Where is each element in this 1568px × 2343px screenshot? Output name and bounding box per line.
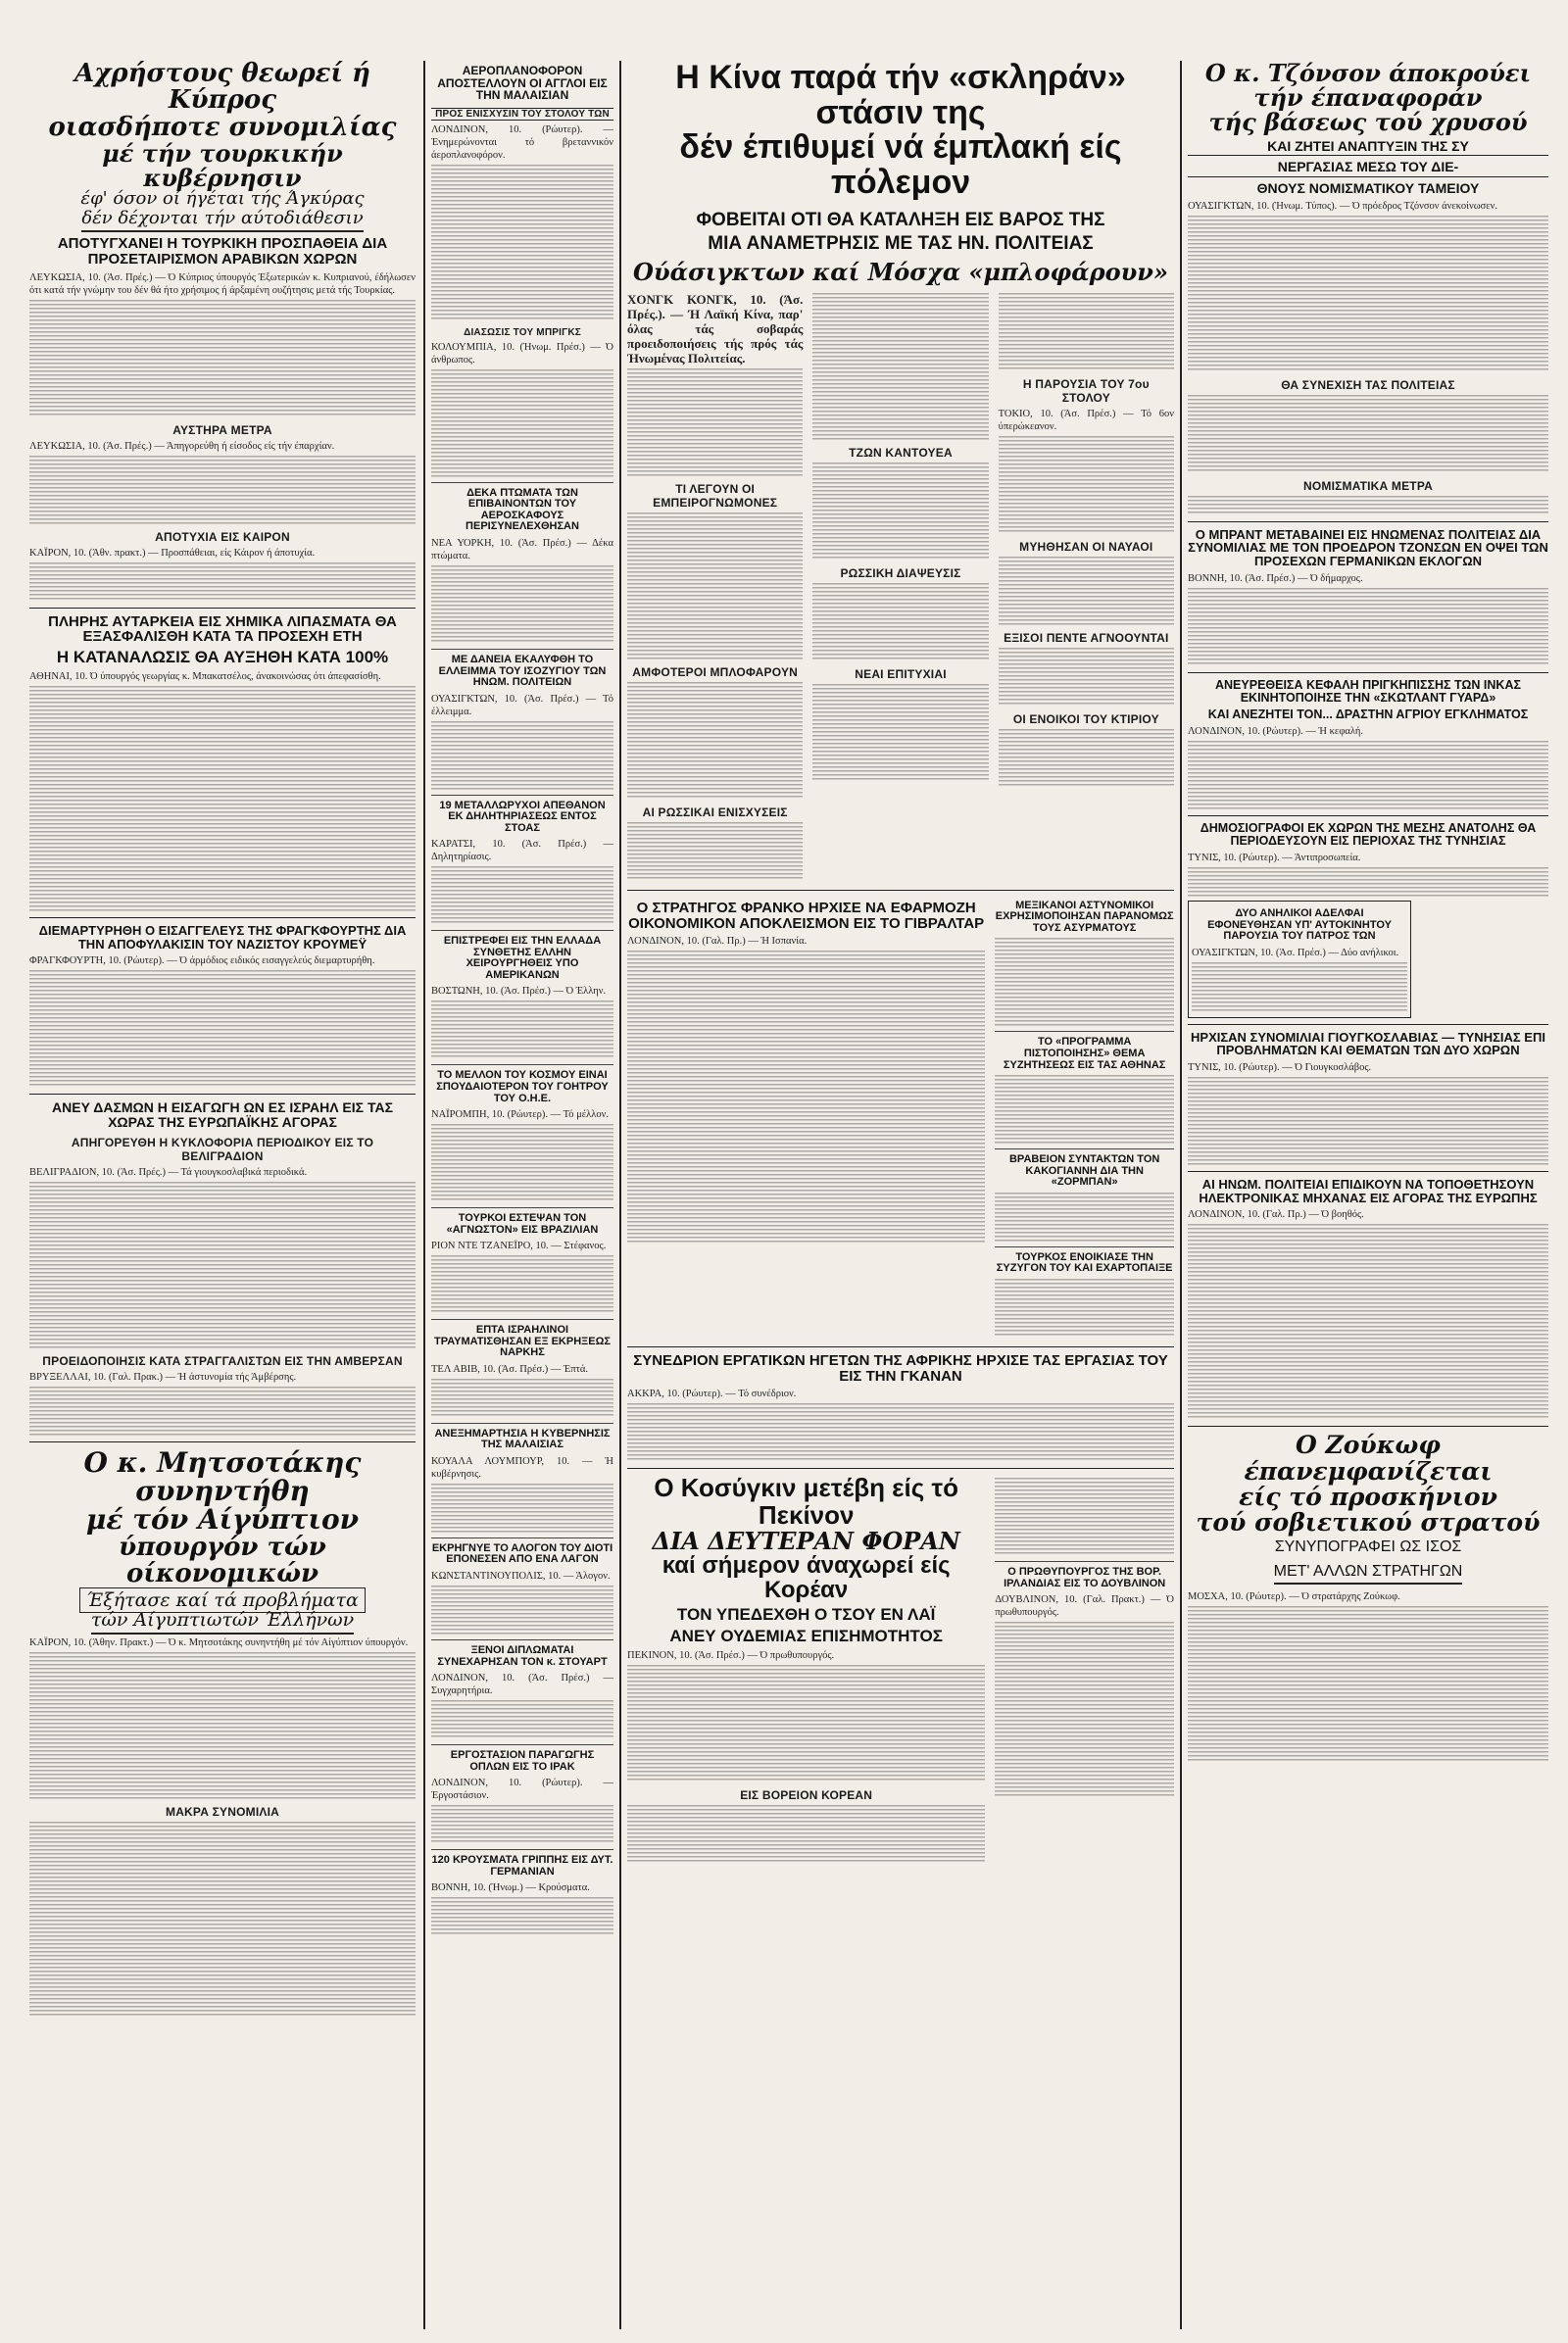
headline-johnson-sub1: ΚΑΙ ΖΗΤΕΙ ΑΝΑΠΤΥΞΙΝ ΤΗΣ ΣΥ — [1188, 139, 1548, 157]
headline-cyprus-line4: έφ' όσον οί ήγέται τής Άγκύρας — [80, 188, 365, 210]
headline-zhukov-sub1: ΣΥΝΥΠΟΓΡΑΦΕΙ ΩΣ ΙΣΟΣ — [1274, 1538, 1462, 1556]
headline-horse: ΕΚΡΗΓΝΥΕ ΤΟ ΑΛΟΓΟΝ ΤΟΥ ΔΙΟΤΙ ΕΠΟΝΕΣΕΝ ΑΠΟ ΕΝΑ ΛΑΓΟΝ — [431, 1541, 613, 1566]
section-subhead: ΜΑΚΡΑ ΣΥΝΟΜΙΛΙΑ — [166, 1805, 279, 1820]
article-text: ΑΘΗΝΑΙ, 10. Ό ύπουργός γεωργίας κ. Μπακατσέλος, άνακοινώσας ότι άπεφασίσθη. — [29, 670, 381, 682]
section-subhead: ΑΠΟΤΥΧΙΑ ΕΙΣ ΚΑΙΡΟΝ — [155, 529, 290, 544]
section-subhead: ΟΙ ΕΝΟΙΚΟΙ ΤΟΥ ΚΤΙΡΙΟΥ — [1012, 711, 1159, 726]
headline-cyprus-line3: μέ τήν τουρκικήν κυβέρνησιν — [102, 138, 343, 193]
headline-zhukov-sub2: ΜΕΤ' ΑΛΛΩΝ ΣΤΡΑΤΗΓΩΝ — [1274, 1564, 1463, 1585]
article-body — [29, 456, 416, 524]
article-text: ΚΟΥΑΛΑ ΛΟΥΜΠΟΥΡ, 10. — Ή κυβέρνησις. — [431, 1455, 613, 1480]
headline-ten-bodies: ΔΕΚΑ ΠΤΩΜΑΤΑ ΤΩΝ ΕΠΙΒΑΙΝΟΝΤΩΝ ΤΟΥ ΑΕΡΟΣΚΑΦΟΥΣ ΠΕΡΙΣΥΝΕΛΕΧΘΗΣΑΝ — [466, 486, 579, 533]
column-rule — [619, 61, 621, 2329]
column-2 — [431, 61, 613, 2329]
article-text: ΦΡΑΓΚΦΟΥΡΤΗ, 10. (Ρώυτερ). — Ό άρμόδιος ειδικός εισαγγελεύς διεμαρτυρήθη. — [29, 955, 375, 967]
article-body — [431, 1700, 613, 1739]
article-text: ΟΥΑΣΙΓΚΤΩΝ, 10. (Άσ. Πρέσ.) — Δύο ανήλικοι. — [1192, 947, 1399, 958]
headline-israel-imports: ΑΝΕΥ ΔΑΣΜΩΝ Η ΕΙΣΑΓΩΓΗ ΩΝ ΕΣ ΙΣΡΑΗΛ ΕΙΣ ΤΑΣ ΧΩΡΑΣ ΤΗΣ ΕΥΡΩΠΑΪΚΗΣ ΑΓΟΡΑΣ — [52, 1099, 393, 1130]
headline-electronic-machines: ΑΙ ΗΝΩΜ. ΠΟΛΙΤΕΙΑΙ ΕΠΙΔΙΚΟΥΝ ΝΑ ΤΟΠΟΘΕΤΗΣΟΥΝ ΗΛΕΚΤΡΟΝΙΚΑΣ ΜΗΧΑΝΑΣ ΕΙΣ ΑΓΟΡΑΣ ΤΗΣ ΕΥΡΩΠΗΣ — [1199, 1177, 1538, 1205]
article-body — [29, 1822, 416, 2018]
headline-china-sub2: ΜΙΑ ΑΝΑΜΕΤΡΗΣΙΣ ΜΕ ΤΑΣ ΗΝ. ΠΟΛΙΤΕΙΑΣ — [708, 232, 1094, 254]
headline-china-line1: Η Κίνα παρά τήν «σκληράν» στάσιν της — [675, 61, 1126, 131]
headline-inca-head-2: ΚΑΙ ΑΝΕΖΗΤΕΙ ΤΟΝ... ΔΡΑΣΤΗΝ ΑΓΡΙΟΥ ΕΓΚΛΗΜΑΤΟΣ — [1207, 707, 1529, 721]
article-text: ΚΑΪΡΟΝ, 10. (Άθν. πρακτ.) — Προσπάθειαι, είς Κάιρον ή άποτυχία. — [29, 547, 316, 559]
article-text: ΜΟΣΧΑ, 10. (Ρώυτερ). — Ό στρατάρχης Ζούκωφ. — [1188, 1590, 1400, 1602]
article-body — [29, 970, 416, 1088]
article-text: ΠΕΚΙΝΟΝ, 10. (Άσ. Πρέσ.) — Ό πρωθυπουργός. — [627, 1650, 835, 1662]
article-text: ΛΟΝΔΙΝΟΝ, 10. (Γαλ. Πρ.) — Ή Ισπανία. — [627, 936, 808, 948]
article-text: ΛΟΝΔΙΝΟΝ, 10. (Άσ. Πρέσ.) — Συγχαρητήρια. — [431, 1673, 613, 1697]
headline-iraq-arms: ΕΡΓΟΣΤΑΣΙΟΝ ΠΑΡΑΓΩΓΗΣ ΟΠΛΩΝ ΕΙΣ ΤΟ ΙΡΑΚ — [450, 1749, 595, 1773]
headline-kosygin-sub1: ΤΟΝ ΥΠΕΔΕΧΘΗ Ο ΤΣΟΥ ΕΝ ΛΑΪ — [676, 1605, 936, 1625]
article-text: ΟΥΑΣΙΓΚΤΩΝ, 10. (Άσ. Πρέσ.) — Τό έλλειμμα. — [431, 693, 613, 717]
article-body — [431, 1897, 613, 1936]
headline-cyprus-line1: Αχρήστους θεωρεί ή Κύπρος — [74, 61, 370, 116]
article-text: ΒΟΝΝΗ, 10. (Ήνωμ.) — Κρούσματα. — [431, 1882, 590, 1894]
headline-north-ireland: Ο ΠΡΩΘΥΠΟΥΡΓΟΣ ΤΗΣ ΒΟΡ. ΙΡΛΑΝΔΙΑΣ ΕΙΣ ΤΟ ΔΟΥΒΛΙΝΟΝ — [1004, 1566, 1166, 1589]
headline-fertilizers: ΠΛΗΡΗΣ ΑΥΤΑΡΚΕΙΑ ΕΙΣ ΧΗΜΙΚΑ ΛΙΠΑΣΜΑΤΑ ΘΑ ΕΞΑΣΦΑΛΙΣΘΗ ΚΑΤΑ ΤΑ ΠΡΟΣΕΧΗ ΕΤΗ — [48, 612, 397, 646]
headline-african-unions: ΣΥΝΕΔΡΙΟΝ ΕΡΓΑΤΙΚΩΝ ΗΓΕΤΩΝ ΤΗΣ ΑΦΡΙΚΗΣ ΗΡΧΙΣΕ ΤΑΣ ΕΡΓΑΣΙΑΣ ΤΟΥ ΕΙΣ ΤΗΝ ΓΚΑΝΑΝ — [633, 1351, 1168, 1385]
headline-kosygin-line2: ΔΙΑ ΔΕΥΤΕΡΑΝ ΦΟΡΑΝ — [652, 1526, 960, 1555]
center-subcolumn-2 — [812, 290, 988, 884]
article-text: ΤΕΛ ΑΒΙΒ, 10. (Άσ. Πρέσ.) — Έπτά. — [431, 1363, 588, 1375]
headline-china-sub1: ΦΟΒΕΙΤΑΙ ΟΤΙ ΘΑ ΚΑΤΑΛΗΞΗ ΕΙΣ ΒΑΡΟΣ ΤΗΣ — [696, 209, 1105, 230]
ireland-story — [995, 1475, 1174, 1867]
section-subhead: ΤΖΩΝ ΚΑΝΤΟΥΕΑ — [849, 445, 953, 460]
article-body — [431, 1586, 613, 1635]
headline-mitsotakis-line1: Ο κ. Μητσοτάκης συνηντήθη — [83, 1445, 362, 1507]
franco-story — [627, 897, 985, 1341]
section-subhead: ΑΠΗΓΟΡΕΥΘΗ Η ΚΥΚΛΟΦΟΡΙΑ ΠΕΡΙΟΔΙΚΟΥ ΕΙΣ ΤΟ ΒΕΛΙΓΡΑΔΙΟΝ — [71, 1135, 374, 1163]
column-1 — [29, 61, 416, 2329]
headline-johnson-sub2: ΝΕΡΓΑΣΙΑΣ ΜΕΣΩ ΤΟΥ ΔΙΕ- — [1188, 160, 1548, 177]
headline-kazantzakis: ΒΡΑΒΕΙΟΝ ΣΥΝΤΑΚΤΩΝ ΤΟΝ ΚΑΚΟΓΙΑΝΝΗ ΔΙΑ ΤΗΝ «ΖΟΡΜΠΑΝ» — [1008, 1153, 1160, 1189]
section-subhead: ΜΥΗΘΗΣΑΝ ΟΙ ΝΑΥΑΟΙ — [1019, 539, 1153, 554]
headline-frankfurt: ΔΙΕΜΑΡΤΥΡΗΘΗ Ο ΕΙΣΑΓΓΕΛΕΥΣ ΤΗΣ ΦΡΑΓΚΦΟΥΡΤΗΣ ΔΙΑ ΤΗΝ ΑΠΟΦΥΛΑΚΙΣΙΝ ΤΟΥ ΝΑΖΙΣΤΟΥ ΚΡΟΥΜΕΫ — [38, 922, 407, 952]
headline-accreditation: ΤΟ «ΠΡΟΓΡΑΜΜΑ ΠΙΣΤΟΠΟΙΗΣΗΣ» ΘΕΜΑ ΣΥΖΗΤΗΣΕΩΣ ΕΙΣ ΤΑΣ ΑΘΗΝΑΣ — [1003, 1036, 1166, 1071]
section-subhead: ΕΙΣ ΒΟΡΕΙΟΝ ΚΟΡΕΑΝ — [740, 1788, 873, 1803]
article-body — [431, 565, 613, 644]
article-text: ΔΟΥΒΛΙΝΟΝ, 10. (Γαλ. Πρακτ.) — Ό πρωθυπουργός. — [995, 1594, 1174, 1619]
section-subhead: ΑΥΣΤΗΡΑ ΜΕΤΡΑ — [172, 422, 272, 437]
article-text: ΒΡΥΞΕΛΛΑΙ, 10. (Γαλ. Πρακ.) — Ή άστυνομία τής Άμβέρσης. — [29, 1371, 297, 1383]
headline-israelis-injured: ΕΠΤΑ ΙΣΡΑΗΛΙΝΟΙ ΤΡΑΥΜΑΤΙΣΘΗΣΑΝ ΕΞ ΕΚΡΗΞΕΩΣ ΝΑΡΚΗΣ — [433, 1324, 611, 1359]
article-text: ΡΙΟΝ ΝΤΕ ΤΖΑΝΕΪΡΟ, 10. — Στέφανος. — [431, 1241, 607, 1252]
headline-johnson-line3: τής βάσεως τού χρυσού — [1208, 108, 1528, 137]
article-body — [431, 866, 613, 925]
headline-kosygin-line3: καί σήμερον άναχωρεί είς Κορέαν — [662, 1552, 951, 1604]
article-text: ΛΕΥΚΩΣΙΑ, 10. (Άσ. Πρές.) — Ό Κύπριος ύπουργός Έξωτερικών κ. Κυπριανού, έδήλωσεν ότι κατά τήν γνώμην του δέν θά ήτο χρήσιμος ή άρξαμένη ουζήτησις μετά τής Τουρκίας. — [29, 271, 416, 296]
article-body — [431, 1001, 613, 1059]
article-text: ΛΟΝΔΙΝΟΝ, 10. (Ρώυτερ). — Ή κεφαλή. — [1188, 725, 1364, 737]
headline-cyprus-line2: οιασδήποτε συνομιλίας — [48, 112, 397, 142]
center-columns — [627, 61, 1174, 2329]
headline-world-future: ΤΟ ΜΕΛΛΟΝ ΤΟΥ ΚΟΣΜΟΥ ΕΙΝΑΙ ΣΠΟΥΔΑΙΟΤΕΡΟΝ ΤΟΥ ΓΟΗΤΡΟΥ ΤΟΥ Ο.Η.Ε. — [436, 1069, 609, 1104]
headline-journalists-tunisia: ΔΗΜΟΣΙΟΓΡΑΦΟΙ ΕΚ ΧΩΡΩΝ ΤΗΣ ΜΕΣΗΣ ΑΝΑΤΟΛΗΣ ΘΑ ΠΕΡΙΟΔΕΥΣΟΥΝ ΕΙΣ ΠΕΡΙΟΧΑΣ ΤΗΣ ΤΥΝΗΣΙΑΣ — [1200, 820, 1537, 849]
center-subcolumn-3 — [999, 290, 1174, 884]
article-text: ΟΥΑΣΙΓΚΤΩΝ, 10. (Ήνωμ. Τύπος). — Ό πρόεδρος Τζόνσον άνεκοίνωσεν. — [1188, 200, 1498, 212]
headline-china-line2: δέν έπιθυμεί νά έμπλακή είς πόλεμον — [679, 128, 1122, 202]
section-subhead: ΘΑ ΣΥΝΕΧΙΣΗ ΤΑΣ ΠΟΛΙΤΕΙΑΣ — [1281, 377, 1455, 392]
headline-yugoslavia-tunisia: ΗΡΧΙΣΑΝ ΣΥΝΟΜΙΛΙΑΙ ΓΙΟΥΓΚΟΣΛΑΒΙΑΣ — ΤΥΝΗΣΙΑΣ ΕΠΙ ΠΡΟΒΛΗΜΑΤΩΝ ΚΑΙ ΘΕΜΑΤΩΝ ΤΩΝ ΔΥΟ ΧΩΡΩΝ — [1191, 1029, 1545, 1058]
article-text: ΝΕΑ ΥΟΡΚΗ, 10. (Άσ. Πρέσ.) — Δέκα πτώματα. — [431, 537, 613, 561]
headline-greek-composer: ΕΠΙΣΤΡΕΦΕΙ ΕΙΣ ΤΗΝ ΕΛΛΑΔΑ ΣΥΝΘΕΤΗΣ ΕΛΛΗΝ ΧΕΙΡΟΥΡΓΗΘΕΙΣ ΥΠΟ ΑΜΕΡΙΚΑΝΩΝ — [443, 935, 602, 981]
headline-cyprus-line5: δέν δέχονται τήν αύτοδιάθεσιν — [81, 210, 363, 232]
article-body — [431, 369, 613, 477]
column-rule — [1180, 61, 1182, 2329]
column-5 — [1188, 61, 1548, 2329]
headline-mexican-police: ΜΕΞΙΚΑΝΟΙ ΑΣΤΥΝΟΜΙΚΟΙ ΕΧΡΗΣΙΜΟΠΟΙΗΣΑΝ ΠΑΡΑΝΟΜΩΣ ΤΟΥΣ ΑΣΥΡΜΑΤΟΥΣ — [995, 899, 1174, 934]
headline-mitsotakis-line3: ύπουργόν τών οίκονομικών — [119, 1532, 326, 1589]
section-subhead: ΝΟΜΙΣΜΑΤΙΚΑ ΜΕΤΡΑ — [1302, 478, 1434, 493]
article-body — [29, 1387, 416, 1436]
headline-zhukov-line3: τού σοβιετικού στρατού — [1196, 1508, 1541, 1538]
article-body — [29, 1652, 416, 1799]
headline-fertilizers-2: Η ΚΑΤΑΝΑΛΩΣΙΣ ΘΑ ΑΥΞΗΘΗ ΚΑΤΑ 100% — [56, 648, 389, 667]
article-text: ΚΑΡΑΤΣΙ, 10. (Άσ. Πρέσ.) — Δηλητηρίασις. — [431, 839, 613, 863]
article-text: ΚΟΛΟΥΜΠΙΑ, 10. (Ήνωμ. Πρέσ.) — Ό άνθρωπος. — [431, 341, 613, 366]
section-subhead: ΕΞΙΣΟΙ ΠΕΝΤΕ ΑΓΝΟΟΥΝΤΑΙ — [1004, 630, 1169, 645]
article-text: ΛΕΥΚΩΣΙΑ, 10. (Άσ. Πρές.) — Άπηγορεύθη ή είσοδος είς τήν έπαρχίαν. — [29, 440, 335, 452]
article-body — [431, 1484, 613, 1533]
headline-kosygin-line1: Ο Κοσύγκιν μετέβη είς τό Πεκίνον — [654, 1473, 958, 1530]
article-text: ΒΕΛΙΓΡΑΔΙΟΝ, 10. (Άσ. Πρές.) — Τά γιουγκοσλαβικά περιοδικά. — [29, 1166, 308, 1178]
article-body — [431, 165, 613, 321]
column-rule — [423, 61, 425, 2329]
article-text: ΤΟΚΙΟ, 10. (Άσ. Πρέσ.) — Τό 6ον ύπερώκεανον. — [998, 408, 1174, 432]
kosygin-story — [627, 1475, 985, 1867]
article-body — [431, 1124, 613, 1202]
article-body — [431, 1805, 613, 1844]
section-subhead: ΠΡΟΣ ΕΝΙΣΧΥΣΙΝ ΤΟΥ ΣΤΟΛΟΥ ΤΩΝ — [431, 108, 613, 121]
section-subhead: ΔΙΑΣΩΣΙΣ ΤΟΥ ΜΠΡΙΓΚΣ — [464, 326, 581, 338]
article-body — [431, 721, 613, 790]
headline-johnson-line1: Ο κ. Τζόνσον άποκρούει — [1204, 61, 1532, 87]
headline-mitsotakis-sub2: τών Αίγυπτιωτών Έλλήνων — [91, 1611, 354, 1635]
headline-brandt: Ο ΜΠΡΑΝΤ ΜΕΤΑΒΑΙΝΕΙ ΕΙΣ ΗΝΩΜΕΝΑΣ ΠΟΛΙΤΕΙΑΣ ΔΙΑ ΣΥΝΟΜΙΛΙΑΣ ΜΕ ΤΟΝ ΠΡΟΕΔΡΟΝ ΤΖΟΝΣΩΝ ΕΝ ΟΨΕΙ ΤΩΝ ΠΡΟΣΕΧΩΝ ΓΕΡΜΑΝΙΚΩΝ ΕΚΛΟΓΩΝ — [1188, 526, 1548, 568]
article-body — [431, 1255, 613, 1314]
article-text: ΒΟΝΝΗ, 10. (Άσ. Πρέσ.) — Ό δήμαρχος. — [1188, 572, 1363, 584]
headline-loans: ΜΕ ΔΑΝΕΙΑ ΕΚΑΛΥΦΘΗ ΤΟ ΕΛΛΕΙΜΜΑ ΤΟΥ ΙΣΟΖΥΓΙΟΥ ΤΩΝ ΗΝΩΜ. ΠΟΛΙΤΕΙΩΝ — [438, 653, 607, 689]
section-subhead: ΑΙ ΡΩΣΣΙΚΑΙ ΕΝΙΣΧΥΣΕΙΣ — [642, 805, 788, 819]
section-subhead: ΝΕΑΙ ΕΠΙΤΥΧΙΑΙ — [855, 666, 947, 681]
center-side-stories — [995, 897, 1174, 1341]
article-text: ΑΚΚΡΑ, 10. (Ρώυτερ). — Τό συνέδριον. — [627, 1389, 797, 1400]
headline-inca-head: ΑΝΕΥΡΕΘΕΙΣΑ ΚΕΦΑΛΗ ΠΡΙΓΚΗΠΙΣΣΗΣ ΤΩΝ ΙΝΚΑΣ ΕΚΙΝΗΤΟΠΟΙΗΣΕ ΤΗΝ «ΣΚΩΤΛΑΝΤ ΓΥΑΡΔ» — [1215, 677, 1521, 705]
headline-kosygin-sub2: ΑΝΕΥ ΟΥΔΕΜΙΑΣ ΕΠΙΣΗΜΟΤΗΤΟΣ — [669, 1627, 943, 1646]
section-subhead: ΡΩΣΣΙΚΗ ΔΙΑΨΕΥΣΙΣ — [840, 565, 961, 580]
article-text: ΤΥΝΙΣ, 10. (Ρώυτερ). — Άντιπροσωπεία. — [1188, 853, 1361, 864]
article-body — [431, 1379, 613, 1418]
headline-malaysia: ΑΝΕΞΗΜΑΡΤΗΣΙΑ Η ΚΥΒΕΡΝΗΣΙΣ ΤΗΣ ΜΑΛΑΙΣΙΑΣ — [434, 1427, 611, 1451]
article-text: ΛΟΝΔΙΝΟΝ, 10. (Ρώυτερ). — Ένημερώνονται τό βρεταννικόν άεροπλανοφόρον. — [431, 123, 613, 161]
subheadline-turkish-effort: ΑΠΟΤΥΓΧΑΝΕΙ Η ΤΟΥΡΚΙΚΗ ΠΡΟΣΠΑΘΕΙΑ ΔΙΑ ΠΡΟΣΕΤΑΙΡΙΣΜΟΝ ΑΡΑΒΙΚΩΝ ΧΩΡΩΝ — [57, 235, 388, 268]
section-subhead: ΑΜΦΟΤΕΡΟΙ ΜΠΛΟΦΑΡΟΥΝ — [632, 664, 799, 679]
headline-diplomats: ΞΕΝΟΙ ΔΙΠΛΩΜΑΤΑΙ ΣΥΝΕΧΑΡΗΣΑΝ ΤΟΝ κ. ΣΤΟΥΑΡΤ — [437, 1644, 608, 1668]
article-text: ΒΟΣΤΩΝΗ, 10. (Άσ. Πρέσ.) — Ό Έλλην. — [431, 986, 607, 998]
section-subhead: ΠΡΟΕΙΔΟΠΟΙΗΣΙΣ ΚΑΤΑ ΣΤΡΑΓΓΑΛΙΣΤΩΝ ΕΙΣ ΤΗΝ ΑΜΒΕΡΣΑΝ — [42, 1353, 403, 1368]
section-subhead: ΤΙ ΛΕΓΟΥΝ ΟΙ ΕΜΠΕΙΡΟΓΝΩΜΟΝΕΣ — [653, 481, 778, 510]
article-body — [29, 300, 416, 417]
boxed-story — [1188, 901, 1411, 1018]
article-text: ΛΟΝΔΙΝΟΝ, 10. (Ρώυτερ). — Έργοστάσιον. — [431, 1778, 613, 1802]
article-body — [29, 1182, 416, 1348]
article-body — [29, 686, 416, 911]
article-text: ΝΑΪΡΟΜΠΗ, 10. (Ρώυτερ). — Τό μέλλον. — [431, 1109, 609, 1121]
article-text: ΛΟΝΔΙΝΟΝ, 10. (Γαλ. Πρ.) — Ό βοηθός. — [1188, 1209, 1364, 1221]
headline-mitsotakis-line2: μέ τόν Αίγύπτιον — [85, 1503, 360, 1537]
headline-johnson-sub3: ΘΝΟΥΣ ΝΟΜΙΣΜΑΤΙΚΟΥ ΤΑΜΕΙΟΥ — [1256, 179, 1480, 196]
headline-flu: 120 ΚΡΟΥΣΜΑΤΑ ΓΡΙΠΠΗΣ ΕΙΣ ΔΥΤ. ΓΕΡΜΑΝΙΑΝ — [431, 1854, 613, 1878]
center-subcolumn-1 — [627, 290, 803, 884]
headline-bluff: Ούάσιγκτων καί Μόσχα «μπλοφάρουν» — [633, 257, 1168, 286]
headline-franco: Ο ΣΤΡΑΤΗΓΟΣ ΦΡΑΝΚΟ ΗΡΧΙΣΕ ΝΑ ΕΦΑΡΜΟΖΗ ΟΙΚΟΝΟΜΙΚΟΝ ΑΠΟΚΛΕΙΣΜΟΝ ΕΙΣ ΤΟ ΓΙΒΡΑΛΤΑΡ — [628, 899, 985, 932]
section-subhead: Η ΠΑΡΟΥΣΙΑ ΤΟΥ 7ου ΣΤΟΛΟΥ — [1022, 376, 1150, 405]
headline-mitsotakis-sub1: Έξήτασε καί τά προβλήματα — [79, 1587, 366, 1613]
headline-miners: 19 ΜΕΤΑΛΛΩΡΥΧΟΙ ΑΠΕΘΑΝΟΝ ΕΚ ΔΗΛΗΤΗΡΙΑΣΕΩΣ ΕΝΤΟΣ ΣΤΟΑΣ — [439, 799, 606, 834]
headline-zhukov-line1: Ο Ζούκωφ έπανεμφανίζεται — [1244, 1431, 1493, 1486]
headline-two-sisters: ΔΥΟ ΑΝΗΛΙΚΟΙ ΑΔΕΛΦΑΙ ΕΦΟΝΕΥΘΗΣΑΝ ΥΠ' ΑΥΤΟΚΙΝΗΤΟΥ ΠΑΡΟΥΣΙΑ ΤΟΥ ΠΑΤΡΟΣ ΤΩΝ — [1207, 907, 1392, 943]
article-text: ΤΥΝΙΣ, 10. (Ρώυτερ). — Ό Γιουγκοσλάβος. — [1188, 1062, 1372, 1074]
article-lead: ΧΟΝΓΚ ΚΟΝΓΚ, 10. (Άσ. Πρές.). — Ή Λαϊκή Κίνα, παρ' όλας τάς σοβαράς προειδοποιήσεις τής πρός τάς Ήνωμένας Πολιτείας. — [627, 291, 804, 366]
article-text: ΚΩΝΣΤΑΝΤΙΝΟΥΠΟΛΙΣ, 10. — Άλογον. — [431, 1571, 611, 1582]
article-text: ΚΑΪΡΟΝ, 10. (Άθην. Πρακτ.) — Ό κ. Μητσοτάκης συνηντήθη μέ τόν Αίγύπτιον ύπουργόν. — [29, 1637, 409, 1649]
headline-aircraft-carrier: ΑΕΡΟΠΛΑΝΟΦΟΡΟΝ ΑΠΟΣΤΕΛΛΟΥΝ ΟΙ ΑΓΓΛΟΙ ΕΙΣ ΤΗΝ ΜΑΛΑΙΣΙΑΝ — [437, 64, 608, 103]
headline-turks-brazil: ΤΟΥΡΚΟΙ ΕΣΤΕΨΑΝ ΤΟΝ «ΑΓΝΩΣΤΟΝ» ΕΙΣ ΒΡΑΖΙΛΙΑΝ — [446, 1212, 599, 1236]
article-body — [29, 562, 416, 602]
headline-zhukov-line2: είς τό προσκήνιον — [1239, 1482, 1497, 1511]
headline-johnson-line2: τήν έπαναφοράν — [1253, 83, 1483, 113]
headline-turk-wife: ΤΟΥΡΚΟΣ ΕΝΟΙΚΙΑΣΕ ΤΗΝ ΣΥΖΥΓΟΝ ΤΟΥ ΚΑΙ ΕΧΑΡΤΟΠΑΙΞΕ — [996, 1250, 1173, 1275]
